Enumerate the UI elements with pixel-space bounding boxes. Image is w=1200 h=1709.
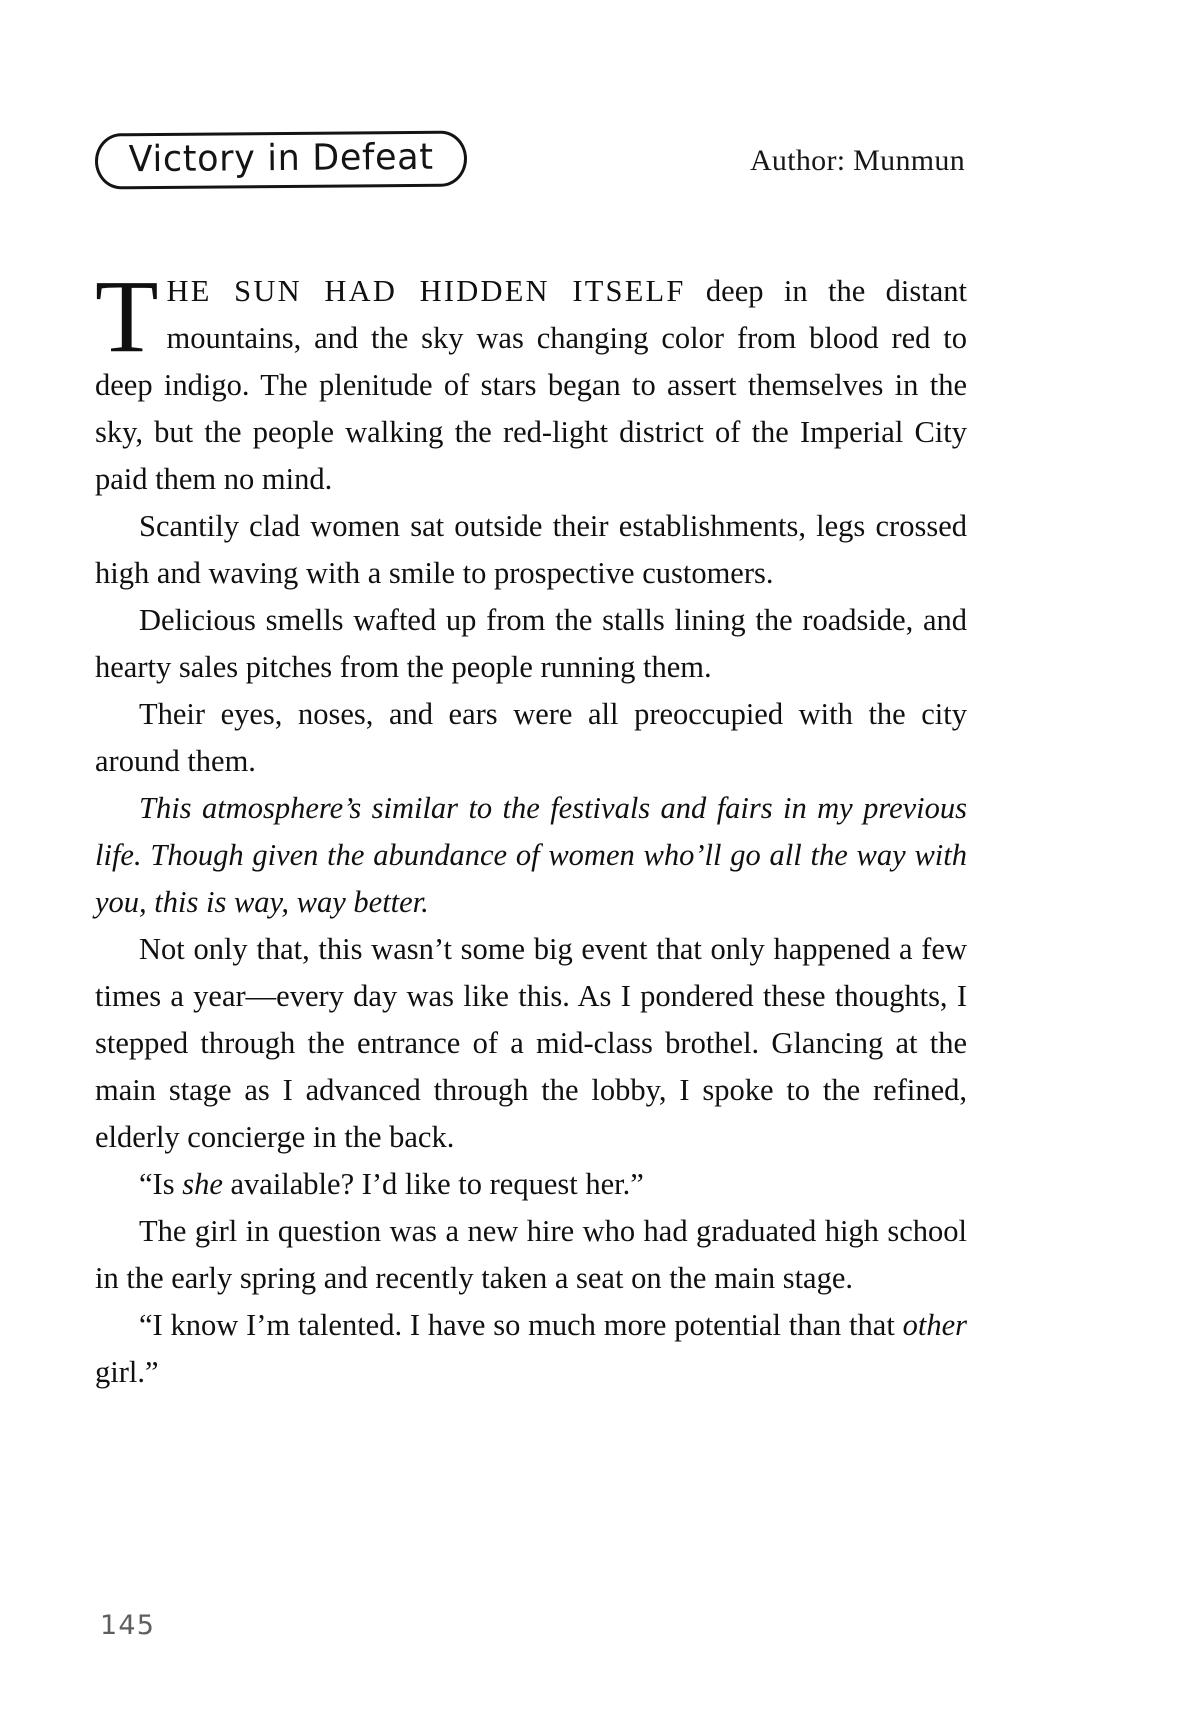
paragraph: The girl in question was a new hire who had graduated high school in the early spring and recently taken a seat on the main stage. xyxy=(95,1214,967,1295)
paragraph: THE SUN HAD HIDDEN ITSELF deep in the distant mountains, and the sky was changing color from blood red to deep indigo. The plenitude of stars began to assert themselves in the sky, but the people walking the red-light district of the Imperial City paid them no mind. xyxy=(95,259,967,496)
chapter-title-box xyxy=(95,131,468,190)
opening-small-caps: HE SUN HAD HIDDEN ITSELF xyxy=(166,274,686,308)
body-text xyxy=(95,259,967,1396)
plain-text: available? I’d like to request her.” xyxy=(222,1167,644,1201)
paragraph: Not only that, this wasn’t some big event that only happened a few times a year—every day was like this. As I pondered these thoughts, I stepped through the entrance of a mid-class brothel. Glancing at the main stage as I advanced through the lobby, I spoke to the refined, elderly concierge in the back. xyxy=(95,932,967,1154)
paragraph: Delicious smells wafted up from the stalls lining the roadside, and hearty sales pitches from the people running them. xyxy=(95,603,967,684)
plain-text: “I know I’m talented. I have so much more potential than that xyxy=(139,1308,903,1342)
drop-cap: T xyxy=(95,259,159,374)
paragraph: Scantily clad women sat outside their establishments, legs crossed high and waving with a smile to prospective customers. xyxy=(95,509,967,590)
paragraph xyxy=(95,1161,967,1208)
paragraph: Their eyes, noses, and ears were all preoccupied with the city around them. xyxy=(95,697,967,778)
chapter-title: Victory in Defeat xyxy=(128,136,434,180)
emphasis-text: she xyxy=(182,1167,223,1201)
author-byline: Author: Munmun xyxy=(749,144,965,177)
paragraph xyxy=(95,1302,967,1396)
paragraph: This atmosphere’s similar to the festivals and fairs in my previous life. Though given the abundance of women who’ll go all the way with you, this is way, way better. xyxy=(95,791,967,919)
plain-text: girl.” xyxy=(95,1355,159,1389)
page-number: 145 xyxy=(100,1610,156,1641)
plain-text: “Is xyxy=(139,1167,183,1201)
emphasis-text: other xyxy=(902,1308,967,1342)
page-header xyxy=(95,126,965,192)
